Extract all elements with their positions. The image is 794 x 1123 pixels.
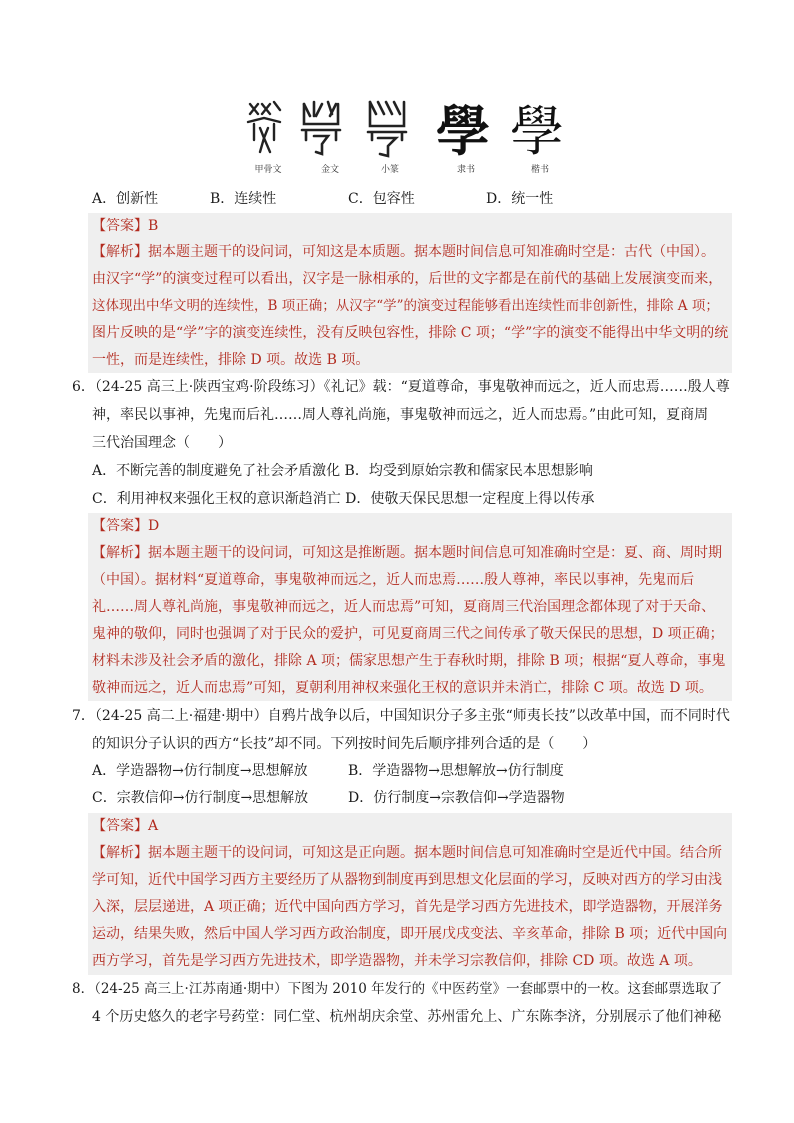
glyph-label: 隶书 (456, 165, 476, 175)
q8-stem-line: 8．（24-25 高三上·江苏南通·期中）下图为 2010 年发行的《中医药堂》一套邮票中的一枚。这套邮票选取了 (72, 981, 723, 997)
q7-option-b: B．学造器物→思想解放→仿行制度 (348, 763, 564, 779)
analysis-line: 敬神而远之，近人而忠焉”可知，夏朝利用神权来强化王权的意识并未消亡，排除 C 项。故选 D 项。 (92, 680, 713, 696)
analysis-line: 礼……周人尊礼尚施，事鬼敬神而远之，近人而忠焉”可知，夏商周三代治国理念都体现了对于天命、 (92, 599, 716, 615)
q5-answer-block (88, 213, 732, 373)
xue-glyphs (240, 96, 570, 158)
analysis-line: 由汉字“学”的演变过程可以看出，汉字是一脉相承的，后世的文字都是在前代的基础上发展演变而来， (92, 271, 723, 287)
glyph-label: 小篆 (380, 165, 400, 175)
analysis-line: 入深，层层递进，A 项正确；近代中国向西方学习，首先是学习西方先进技术，即学造器物，开展洋务 (92, 899, 723, 915)
analysis-line: 学可知，近代中国学习西方主要经历了从器物到制度再到思想文化层面的学习，反映对西方的学习由浅 (92, 872, 722, 888)
answer-tag: 【答案】 (92, 218, 148, 234)
q6-stem-line: 三代治国理念（ ） (92, 435, 232, 451)
answer-value: A (148, 818, 159, 834)
character-evolution-figure (240, 96, 570, 180)
q7-answer-block (88, 813, 732, 975)
analysis-line: 鬼神的敬仰，同时也强调了对于民众的爱护，可见夏商周三代之间传承了敬天保民的思想，D 项正确； (92, 626, 724, 642)
q5-option-a: A．创新性 (92, 191, 159, 207)
regular-xue-icon: 學 (510, 100, 564, 158)
q6-option-line: C．利用神权来强化王权的意识渐趋消亡 D．使敬天保民思想一定程度上得以传承 (92, 491, 595, 507)
analysis-line: 【解析】据本题主题干的设问词，可知这是本质题。据本题时间信息可知准确时空是：古代（中国）。 (92, 244, 715, 260)
answer-line (92, 213, 158, 239)
bronze-xue-icon (302, 102, 340, 154)
answer-value: D (148, 518, 160, 534)
analysis-line: 西方学习，首先是学习西方先进技术，即学造器物，并未学习宗教信仰，排除 CD 项。故选 A 项。 (92, 953, 702, 969)
seal-xue-icon (368, 102, 406, 156)
q6-answer-block (88, 513, 732, 701)
clerical-xue-icon: 學 (436, 99, 490, 158)
oracle-bone-xue-icon (248, 102, 280, 152)
answer-line (92, 513, 159, 539)
analysis-line: （中国）。据材料“夏道尊命，事鬼敬神而远之，近人而忠焉……殷人尊神，率民以事神，先鬼而后 (92, 572, 695, 588)
analysis-line: 材料未涉及社会矛盾的激化，排除 A 项；儒家思想产生于春秋时期，排除 B 项；根据“夏人尊命，事鬼 (92, 653, 726, 669)
glyph-labels (240, 162, 570, 176)
q8-stem-line: 4 个历史悠久的老字号药堂：同仁堂、杭州胡庆余堂、苏州雷允上、广东陈李济，分别展示了他们神秘 (92, 1009, 722, 1025)
q7-option-c: C．宗教信仰→仿行制度→思想解放 (92, 790, 309, 806)
glyph-label: 金文 (320, 165, 340, 175)
analysis-line: 一性，而是连续性，排除 D 项。故选 B 项。 (92, 352, 370, 368)
answer-tag: 【答案】 (92, 818, 148, 834)
analysis-line: 【解析】据本题主题干的设问词，可知这是正向题。据本题时间信息可知准确时空是近代中国。结合所 (92, 845, 722, 861)
q6-stem-line: 6．（24-25 高三上·陕西宝鸡·阶段练习）《礼记》载：“夏道尊命，事鬼敬神而远之，近人而忠焉……殷人尊 (72, 379, 730, 395)
q6-stem-line: 神，率民以事神，先鬼而后礼……周人尊礼尚施，事鬼敬神而远之，近人而忠焉。”由此可知，夏商周 (92, 407, 709, 423)
q5-option-c: C．包容性 (348, 191, 415, 207)
analysis-line: 这体现出中华文明的连续性，B 项正确；从汉字“学”的演变过程能够看出连续性而非创新性，排除 A 项； (92, 298, 719, 314)
answer-tag: 【答案】 (92, 518, 148, 534)
analysis-line: 运动，结果失败，然后中国人学习西方政治制度，即开展戊戌变法、辛亥革命，排除 B 项；近代中国向 (92, 926, 728, 942)
glyph-label: 楷书 (530, 165, 550, 175)
q6-option-line: A．不断完善的制度避免了社会矛盾激化 B．均受到原始宗教和儒家民本思想影响 (92, 463, 593, 479)
q5-option-d: D．统一性 (486, 191, 554, 207)
q7-option-a: A．学造器物→仿行制度→思想解放 (92, 763, 308, 779)
glyph-label: 甲骨文 (254, 165, 282, 175)
q7-stem-line: 7．（24-25 高二上·福建·期中）自鸦片战争以后，中国知识分子多主张“师夷长技”以改革中国，而不同时代 (72, 708, 730, 724)
answer-line (92, 813, 158, 839)
analysis-line: 【解析】据本题主题干的设问词，可知这是推断题。据本题时间信息可知准确时空是：夏、商、周时期 (92, 545, 722, 561)
q5-option-b: B．连续性 (210, 191, 277, 207)
q7-option-d: D．仿行制度→宗教信仰→学造器物 (348, 790, 565, 806)
answer-value: B (148, 218, 159, 234)
analysis-line: 图片反映的是“学”字的演变连续性，没有反映包容性，排除 C 项；“学”字的演变不能得出中华文明的统 (92, 325, 729, 341)
q7-stem-line: 的知识分子认识的西方“长技”却不同。下列按时间先后顺序排列合适的是（ ） (92, 736, 597, 752)
